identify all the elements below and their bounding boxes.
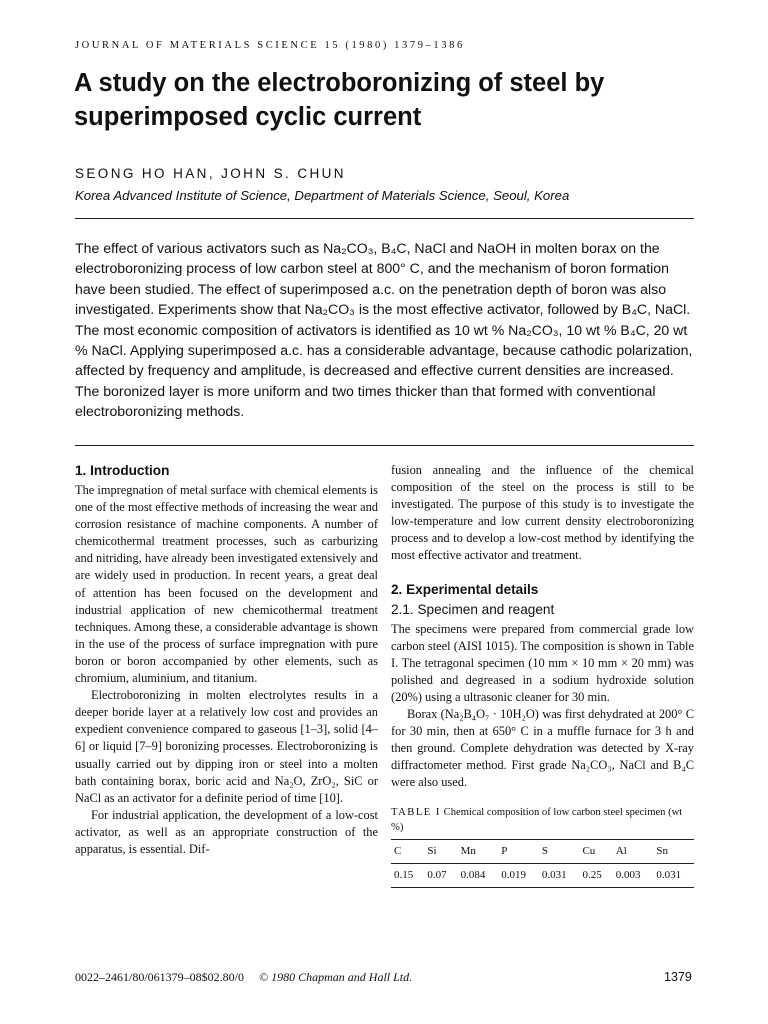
table-header-row bbox=[391, 839, 694, 863]
table-cell: 0.031 bbox=[656, 868, 682, 881]
table-header-cell: Si bbox=[427, 844, 437, 857]
table-header-cell: Cu bbox=[582, 844, 596, 857]
column-right bbox=[391, 462, 694, 888]
page-number: 1379 bbox=[664, 970, 692, 984]
footer-code: 0022–2461/80/061379–08$02.80/0 bbox=[75, 970, 245, 984]
table-row bbox=[391, 863, 694, 887]
column-left bbox=[75, 462, 378, 858]
table-label: TABLE I bbox=[391, 806, 441, 818]
footer-left bbox=[75, 970, 412, 985]
table-cell: 0.15 bbox=[394, 868, 414, 881]
section-heading-experimental: 2. Experimental details bbox=[391, 581, 539, 597]
introduction-paragraph-3-continued: fusion annealing and the influence of the chemical composition of the steel on the process is still to be investigated. The purpose of this study is to investigate the low-temperature and low current density electroboronizing process and to develop a low-cost method by identifying the most effective activator and treatment. bbox=[391, 463, 694, 563]
introduction-paragraph-1: The impregnation of metal surface with chemical elements is one of the most effective methods of increasing the wear and corrosion resistance of machine components. A number of chemicothermal treatment processes, such as carburizing and nitriding, have already been investigated extensively and are widely used in production. In recent years, a great deal of attention has been focused on the development and industrial application of new chemicothermal treatment techniques. Among these, a considerable advantage is shown in the use of the process of surface impregnation with pure boron or boron accompanied by other elements, such as chromium, aluminium, and titanium. bbox=[75, 483, 378, 686]
subsection-heading-specimen: 2.1. Specimen and reagent bbox=[391, 601, 555, 617]
table-caption-text: Chemical composition of low carbon steel specimen (wt %) bbox=[391, 806, 683, 833]
table-cell: 0.019 bbox=[501, 868, 526, 881]
paper-title: A study on the electroboronizing of steel by superimposed cyclic current bbox=[74, 69, 605, 131]
table-header-cell: Mn bbox=[460, 844, 476, 857]
introduction-paragraph-2: Electroboronizing in molten electrolytes results in a deeper boride layer at a relatively low cost and provides an expedient convenience compared to gaseous [1–3], solid [4–6] or liquid [7–9] boronizing processes. Electroboronizing is usually carried out by dipping iron or steel into a molten bath containing borax, boric acid and Na₂O, ZrO₂, SiC or NaCl as an activator for a definite period of time [10]. bbox=[75, 688, 378, 805]
table-header-cell: Sn bbox=[656, 844, 668, 857]
author-names: SEONG HO HAN, JOHN S. CHUN bbox=[75, 166, 346, 181]
table-header-cell: P bbox=[501, 844, 508, 857]
table-cell: 0.084 bbox=[460, 868, 486, 881]
table-header-cell: Al bbox=[615, 844, 627, 857]
experimental-paragraph-2: Borax (Na₂B₄O₇ · 10H₂O) was first dehydrated at 200° C for 30 min, then at 650° C in a muffle furnace for 3 h and then ground. Complete dehydration was detected by X-ray diffractometer method. First grade Na₂CO₃, NaCl and B₄C were also used. bbox=[391, 707, 694, 790]
table-header-cell: C bbox=[394, 844, 402, 857]
table-cell: 0.003 bbox=[615, 868, 641, 881]
composition-table bbox=[391, 839, 694, 888]
introduction-paragraph-3: For industrial application, the development of a low-cost activator, as well as an appropriate construction of the apparatus, is essential. Dif- bbox=[75, 807, 378, 856]
footer-copyright: © 1980 Chapman and Hall Ltd. bbox=[259, 970, 413, 984]
table-caption bbox=[391, 805, 694, 835]
section-heading-introduction: 1. Introduction bbox=[75, 463, 170, 478]
table-cell: 0.031 bbox=[541, 868, 567, 881]
table-cell: 0.25 bbox=[582, 868, 602, 881]
journal-header: JOURNAL OF MATERIALS SCIENCE 15 (1980) 1379–1386 bbox=[75, 40, 465, 51]
rule-top bbox=[75, 218, 694, 219]
rule-bottom bbox=[75, 445, 694, 446]
abstract: The effect of various activators such as Na₂CO₃, B₄C, NaCl and NaOH in molten borax on the electroboronizing process of low carbon steel at 800° C, and the mechanism of boron formation have been studied. The effect of superimposed a.c. on the penetration depth of boron was also investigated. Experiments show that Na₂CO₃ is the most effective activator, followed by B₄C, NaCl. The most economic composition of activators is identified as 10 wt % Na₂CO₃, 10 wt % B₄C, 20 wt % NaCl. Applying superimposed a.c. has a considerable advantage, because cathodic polarization, affected by frequency and amplitude, is decreased and effective current densities are increased. The boronized layer is more uniform and two times thicker than that formed with conventional electroboronizing methods. bbox=[75, 240, 693, 420]
author-affiliation: Korea Advanced Institute of Science, Department of Materials Science, Seoul, Korea bbox=[75, 188, 570, 203]
experimental-paragraph-1: The specimens were prepared from commercial grade low carbon steel (AISI 1015). The composition is shown in Table I. The tetragonal specimen (10 mm × 10 mm × 20 mm) was polished and degreased in a sodium hydroxide solution (20%) using a ultrasonic cleaner for 30 min. bbox=[391, 621, 694, 704]
table-cell: 0.07 bbox=[427, 868, 447, 881]
table-header-cell: S bbox=[541, 844, 548, 857]
